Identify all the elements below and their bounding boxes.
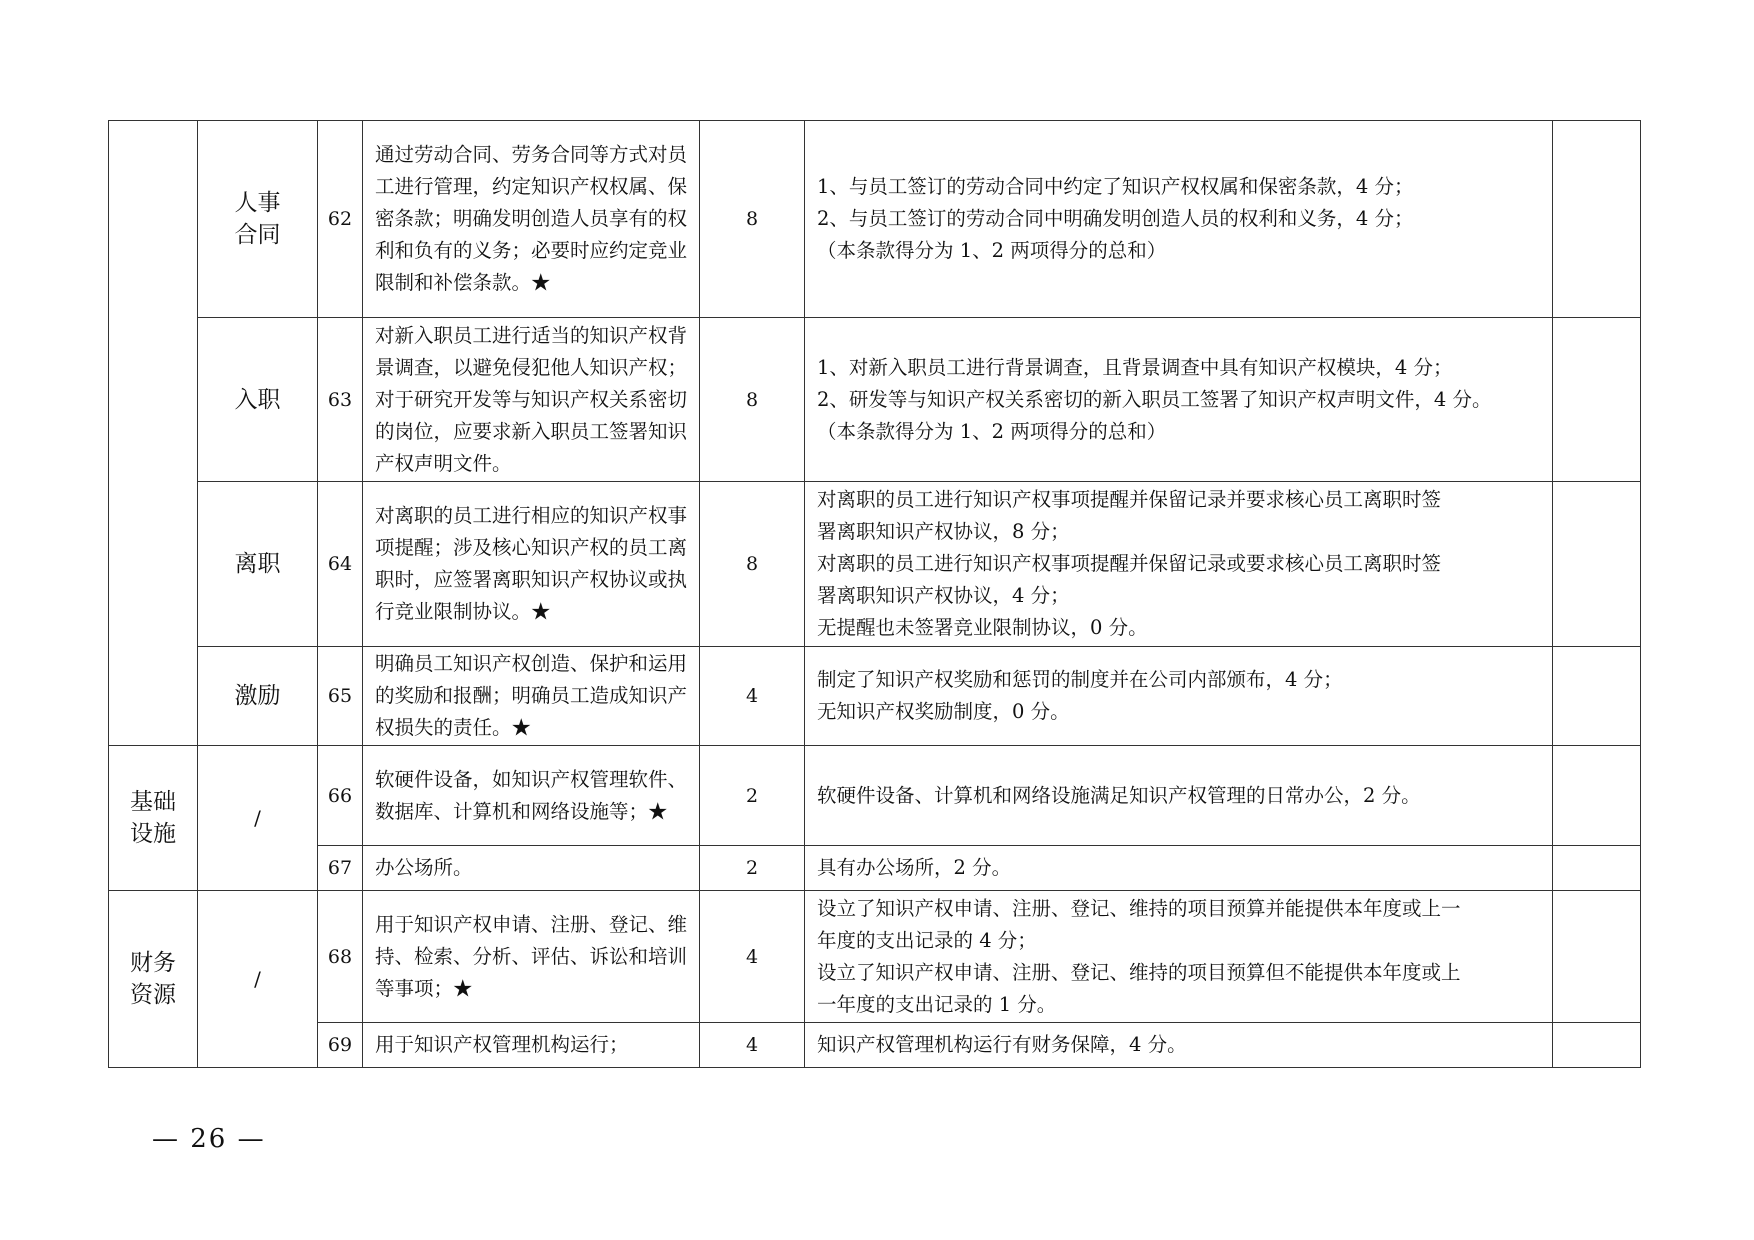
score-cell: 4 — [700, 647, 805, 746]
table-row — [109, 746, 1641, 846]
criteria-cell — [805, 746, 1553, 846]
category-cell: 财务资源 — [109, 891, 198, 1068]
requirement-cell: 用于知识产权管理机构运行； — [363, 1023, 700, 1068]
criteria-line: 2、研发等与知识产权关系密切的新入职员工签署了知识产权声明文件，4 分。 — [817, 387, 1492, 411]
table-row — [109, 846, 1641, 891]
criteria-line: 无提醒也未签署竞业限制协议，0 分。 — [817, 616, 1148, 639]
criteria-line: 制定了知识产权奖励和惩罚的制度并在公司内部颁布，4 分； — [817, 668, 1343, 691]
score-cell: 4 — [700, 891, 805, 1023]
criteria-line: 署离职知识产权协议，4 分； — [817, 584, 1070, 607]
criteria-line: 署离职知识产权协议，8 分； — [817, 520, 1070, 543]
criteria-line: 2、与员工签订的劳动合同中明确发明创造人员的权利和义务，4 分； — [817, 207, 1414, 230]
remark-cell — [1553, 482, 1641, 647]
requirement-cell: 通过劳动合同、劳务合同等方式对员工进行管理，约定知识产权权属、保密条款；明确发明创造人员享有的权利和负有的义务；必要时应约定竞业限制和补偿条款。★ — [363, 121, 700, 318]
criteria-cell — [805, 482, 1553, 647]
criteria-line: 年度的支出记录的 4 分； — [817, 928, 1037, 952]
subcategory-cell: 入职 — [198, 318, 318, 482]
criteria-line: 1、对新入职员工进行背景调查，且背景调查中具有知识产权模块，4 分； — [817, 355, 1453, 379]
remark-cell — [1553, 318, 1641, 482]
requirement-cell: 明确员工知识产权创造、保护和运用的奖励和报酬；明确员工造成知识产权损失的责任。★ — [363, 647, 700, 746]
subcategory-cell: 离职 — [198, 482, 318, 647]
remark-cell — [1553, 1023, 1641, 1068]
requirement-cell: 对新入职员工进行适当的知识产权背景调查，以避免侵犯他人知识产权；对于研究开发等与知识产权关系密切的岗位，应要求新入职员工签署知识产权声明文件。 — [363, 318, 700, 482]
criteria-cell — [805, 647, 1553, 746]
criteria-line: 软硬件设备、计算机和网络设施满足知识产权管理的日常办公，2 分。 — [817, 783, 1421, 807]
score-cell: 2 — [700, 846, 805, 891]
score-cell: 4 — [700, 1023, 805, 1068]
category-cell — [109, 121, 198, 746]
item-number: 64 — [318, 482, 363, 647]
remark-cell — [1553, 746, 1641, 846]
criteria-line: 1、与员工签订的劳动合同中约定了知识产权权属和保密条款，4 分； — [817, 175, 1414, 198]
table-row — [109, 318, 1641, 482]
item-number: 63 — [318, 318, 363, 482]
requirement-cell: 软硬件设备，如知识产权管理软件、数据库、计算机和网络设施等；★ — [363, 746, 700, 846]
criteria-cell — [805, 891, 1553, 1023]
criteria-cell — [805, 121, 1553, 318]
score-cell: 8 — [700, 121, 805, 318]
item-number: 62 — [318, 121, 363, 318]
table-row — [109, 121, 1641, 318]
score-cell: 8 — [700, 482, 805, 647]
score-cell: 2 — [700, 746, 805, 846]
criteria-line: 设立了知识产权申请、注册、登记、维持的项目预算但不能提供本年度或上 — [817, 960, 1461, 984]
subcategory-cell: / — [198, 746, 318, 891]
criteria-line: 设立了知识产权申请、注册、登记、维持的项目预算并能提供本年度或上一 — [817, 896, 1461, 920]
table-row — [109, 482, 1641, 647]
criteria-line: 对离职的员工进行知识产权事项提醒并保留记录并要求核心员工离职时签 — [817, 488, 1442, 511]
criteria-line: 一年度的支出记录的 1 分。 — [817, 992, 1057, 1016]
requirement-cell: 用于知识产权申请、注册、登记、维持、检索、分析、评估、诉讼和培训等事项；★ — [363, 891, 700, 1023]
remark-cell — [1553, 647, 1641, 746]
criteria-line: 知识产权管理机构运行有财务保障，4 分。 — [817, 1033, 1187, 1056]
criteria-line: （本条款得分为 1、2 两项得分的总和） — [817, 419, 1167, 443]
subcategory-cell: 激励 — [198, 647, 318, 746]
item-number: 68 — [318, 891, 363, 1023]
remark-cell — [1553, 891, 1641, 1023]
item-number: 67 — [318, 846, 363, 891]
score-cell: 8 — [700, 318, 805, 482]
page-number: — 26 — — [152, 1124, 266, 1154]
criteria-cell — [805, 846, 1553, 891]
table-row — [109, 647, 1641, 746]
item-number: 69 — [318, 1023, 363, 1068]
remark-cell — [1553, 846, 1641, 891]
requirement-cell: 对离职的员工进行相应的知识产权事项提醒；涉及核心知识产权的员工离职时，应签署离职知识产权协议或执行竞业限制协议。★ — [363, 482, 700, 647]
table-row — [109, 1023, 1641, 1068]
criteria-cell — [805, 318, 1553, 482]
criteria-line: 对离职的员工进行知识产权事项提醒并保留记录或要求核心员工离职时签 — [817, 552, 1442, 575]
category-cell: 基础设施 — [109, 746, 198, 891]
table-row — [109, 891, 1641, 1023]
criteria-line: 无知识产权奖励制度，0 分。 — [817, 700, 1070, 723]
criteria-line: 具有办公场所，2 分。 — [817, 856, 1012, 879]
evaluation-table — [108, 120, 1641, 1068]
remark-cell — [1553, 121, 1641, 318]
criteria-cell — [805, 1023, 1553, 1068]
item-number: 65 — [318, 647, 363, 746]
item-number: 66 — [318, 746, 363, 846]
subcategory-cell: 人事合同 — [198, 121, 318, 318]
criteria-line: （本条款得分为 1、2 两项得分的总和） — [817, 239, 1167, 262]
subcategory-cell: / — [198, 891, 318, 1068]
requirement-cell: 办公场所。 — [363, 846, 700, 891]
